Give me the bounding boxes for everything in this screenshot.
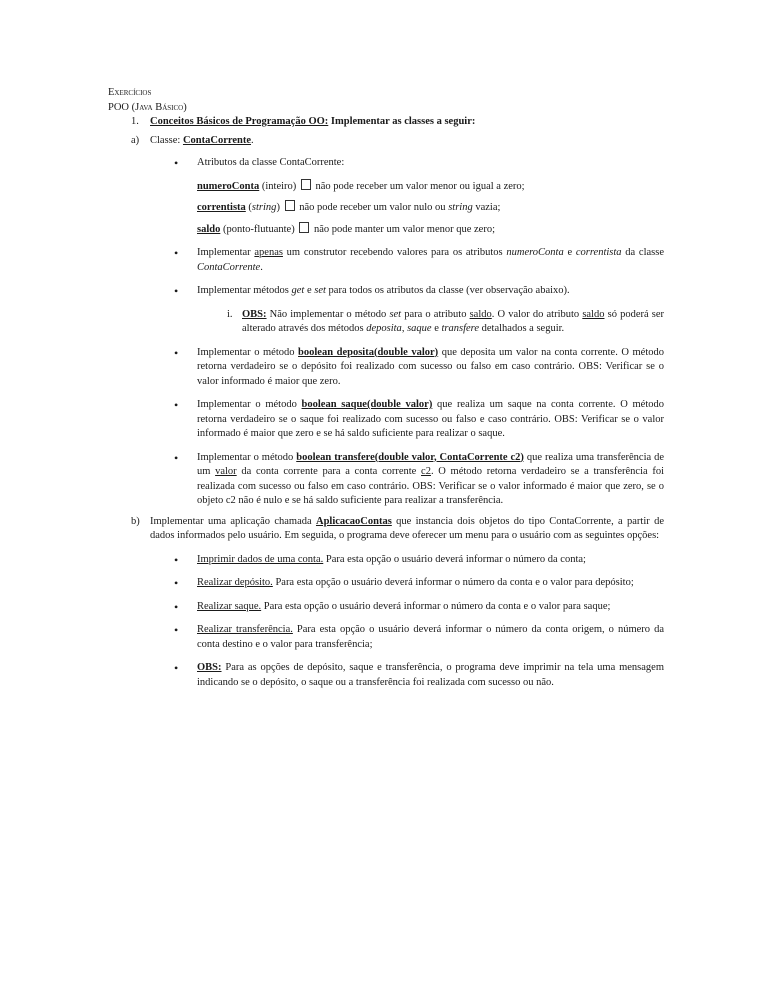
constr-g: da classe [621, 247, 664, 258]
attr3-name: saldo [197, 223, 221, 235]
attr3-type: (ponto-flutuante) [220, 223, 298, 235]
obs-b: set [389, 308, 402, 320]
opt4-a: Realizar transferência. [197, 624, 293, 635]
obs-e: . O valor do atributo [491, 308, 583, 320]
getset-b: get [291, 285, 305, 296]
attributes-title: Atributos da classe ContaCorrente: [197, 157, 345, 168]
constr-f: correntista [575, 247, 622, 258]
attr2-type-close: ) [276, 202, 283, 213]
item-b-intro-a: Implementar uma aplicação chamada [150, 515, 316, 527]
obs-f: saldo [582, 308, 605, 320]
attr2-type-open: ( [245, 202, 252, 213]
constr-i: . [260, 261, 263, 273]
bullet-deposita [108, 346, 664, 390]
item-b-intro-c: que instancia dois objetos do tipo ContaCorrente, a partir de dados informados pelo usuário. Em seguida, o programa deve oferecer um menu para o usuário com as seguintes opções: [150, 515, 664, 541]
obs-final-text: Para as opções de depósito, saque e transferência, o programa deve imprimir na tela uma mensagem indicando se o depósito, o saque ou a transferência foi realizada com sucesso ou não. [197, 662, 664, 688]
bullet-opt-transferencia [108, 623, 664, 652]
attr3-rule: não pode manter um valor menor que zero; [311, 223, 496, 235]
tra-e: da conta corrente para a conta corrente [236, 466, 422, 477]
constr-h: ContaCorrente [197, 261, 261, 273]
attr2-name: correntista [197, 202, 246, 213]
tra-d: valor [215, 466, 237, 477]
item-a-label: a) [131, 134, 140, 146]
tra-b: boolean transfere(double valor, ContaCorrente c2) [296, 451, 524, 463]
saq-b: boolean saque(double valor) [301, 399, 433, 410]
document-page [108, 86, 664, 690]
attr2-rule-a: não pode receber um valor nulo ou [296, 202, 449, 213]
opt2-b: Para esta opção o usuário deverá informar o número da conta e o valor para depósito; [272, 577, 634, 588]
item-a-class-name: ContaCorrente [182, 134, 252, 146]
obs-saldo [108, 308, 664, 337]
bullet-saque [108, 398, 664, 442]
tra-c: que realiza uma transferência de um [197, 451, 665, 477]
tra-g: . O método retorna verdadeiro se a transferência foi realizada com sucesso ou falso em caso contrário. OBS: Verificar se o valor informado é maior que zero, se o objeto c2 não é nulo e se há saldo suficiente para realizar a transferência. [197, 466, 665, 506]
arrow-icon [301, 179, 311, 190]
attr-saldo [108, 222, 664, 238]
section-1-title: Conceitos Básicos de Programação OO: [150, 116, 329, 127]
section-1-title-rest: Implementar as classes a seguir: [328, 116, 476, 127]
bullet-opt-imprimir [108, 553, 664, 568]
bullet-attributes [108, 156, 664, 171]
item-a-prefix: Classe: [150, 134, 183, 146]
attr1-type: (inteiro) [259, 180, 299, 192]
opt4-b: Para esta opção o usuário deverá informar o número da conta origem, o número da conta destino e o valor para transferência; [197, 624, 664, 650]
attr1-rule: não pode receber um valor menor ou igual a zero; [312, 180, 525, 192]
doc-subtitle: POO (Java Básico) [108, 101, 187, 113]
bullet-opt-deposito [108, 576, 664, 591]
constr-b: apenas [254, 247, 283, 258]
tra-a: Implementar o método [197, 451, 297, 463]
bullet-transfere [108, 451, 664, 509]
opt3-a: Realizar saque. [197, 600, 262, 612]
opt1-a: Imprimir dados de uma conta. [197, 553, 324, 565]
dep-b: boolean deposita(double valor) [298, 346, 439, 358]
getset-e: para todos os atributos da classe (ver observação abaixo). [325, 285, 570, 296]
section-1-number: 1. [131, 116, 139, 127]
item-b-label: b) [131, 515, 140, 527]
attr2-type: string [251, 202, 277, 213]
item-b-intro [108, 515, 664, 544]
tra-f: c2 [421, 466, 431, 477]
obs-k: e [431, 323, 442, 334]
getset-c: e [304, 285, 315, 296]
obs-d: saldo [469, 308, 492, 320]
getset-d: set [314, 285, 326, 296]
bullet-opt-saque [108, 600, 664, 615]
obs-number: i. [227, 308, 233, 320]
section-1-heading [108, 115, 664, 130]
getset-a: Implementar métodos [197, 285, 292, 296]
constr-d: numeroConta [506, 247, 564, 258]
dep-a: Implementar o método [197, 346, 299, 358]
attr2-rule-b: string [448, 202, 473, 213]
item-a-suffix: . [251, 134, 254, 146]
arrow-icon [285, 200, 295, 211]
constr-e: e [563, 247, 576, 258]
doc-title: Exercícios [108, 87, 152, 98]
obs-c: para o atributo [401, 308, 470, 320]
saq-a: Implementar o método [197, 399, 302, 410]
obs-i: , [401, 323, 408, 334]
attr1-name: numeroConta [197, 180, 260, 192]
obs-m: detalhados a seguir. [479, 323, 565, 334]
obs-a: Não implementar o método [266, 308, 390, 320]
saq-c: que realiza um saque na conta corrente. O método retorna verdadeiro se o saque foi realizado com sucesso ou falso e caso contrário. OBS: Verificar se o valor informado é maior que zero e se há saldo suficiente para realizar o saque. [197, 399, 665, 439]
attr2-rule-c: vazia; [472, 202, 501, 213]
constr-a: Implementar [197, 247, 255, 258]
attr-correntista [108, 200, 664, 216]
item-b-app-name: AplicacaoContas [315, 515, 392, 527]
bullet-obs-final [108, 661, 664, 690]
item-a-heading [108, 134, 664, 149]
obs-g: só poderá ser alterado através dos métodos [242, 308, 664, 334]
opt3-b: Para esta opção o usuário deverá informar o número da conta e o valor para saque; [261, 600, 611, 612]
dep-c: que deposita um valor na conta corrente. O método retorna verdadeiro se o depósito foi realizado com sucesso ou falso em caso contrário. OBS: Verificar se o valor informado é maior que zero. [197, 346, 665, 387]
bullet-constructor [108, 246, 664, 275]
arrow-icon [299, 222, 309, 233]
obs-final-label: OBS: [197, 662, 222, 673]
bullet-get-set [108, 284, 664, 299]
obs-l: transfere [441, 323, 480, 334]
opt1-b: Para esta opção o usuário deverá informar o número da conta; [323, 553, 586, 565]
obs-label: OBS: [242, 308, 267, 320]
constr-c: um construtor recebendo valores para os atributos [282, 247, 507, 258]
obs-j: saque [407, 323, 432, 334]
obs-h: deposita [366, 323, 402, 334]
opt2-a: Realizar depósito. [197, 577, 273, 588]
attr-numero-conta [108, 179, 664, 195]
